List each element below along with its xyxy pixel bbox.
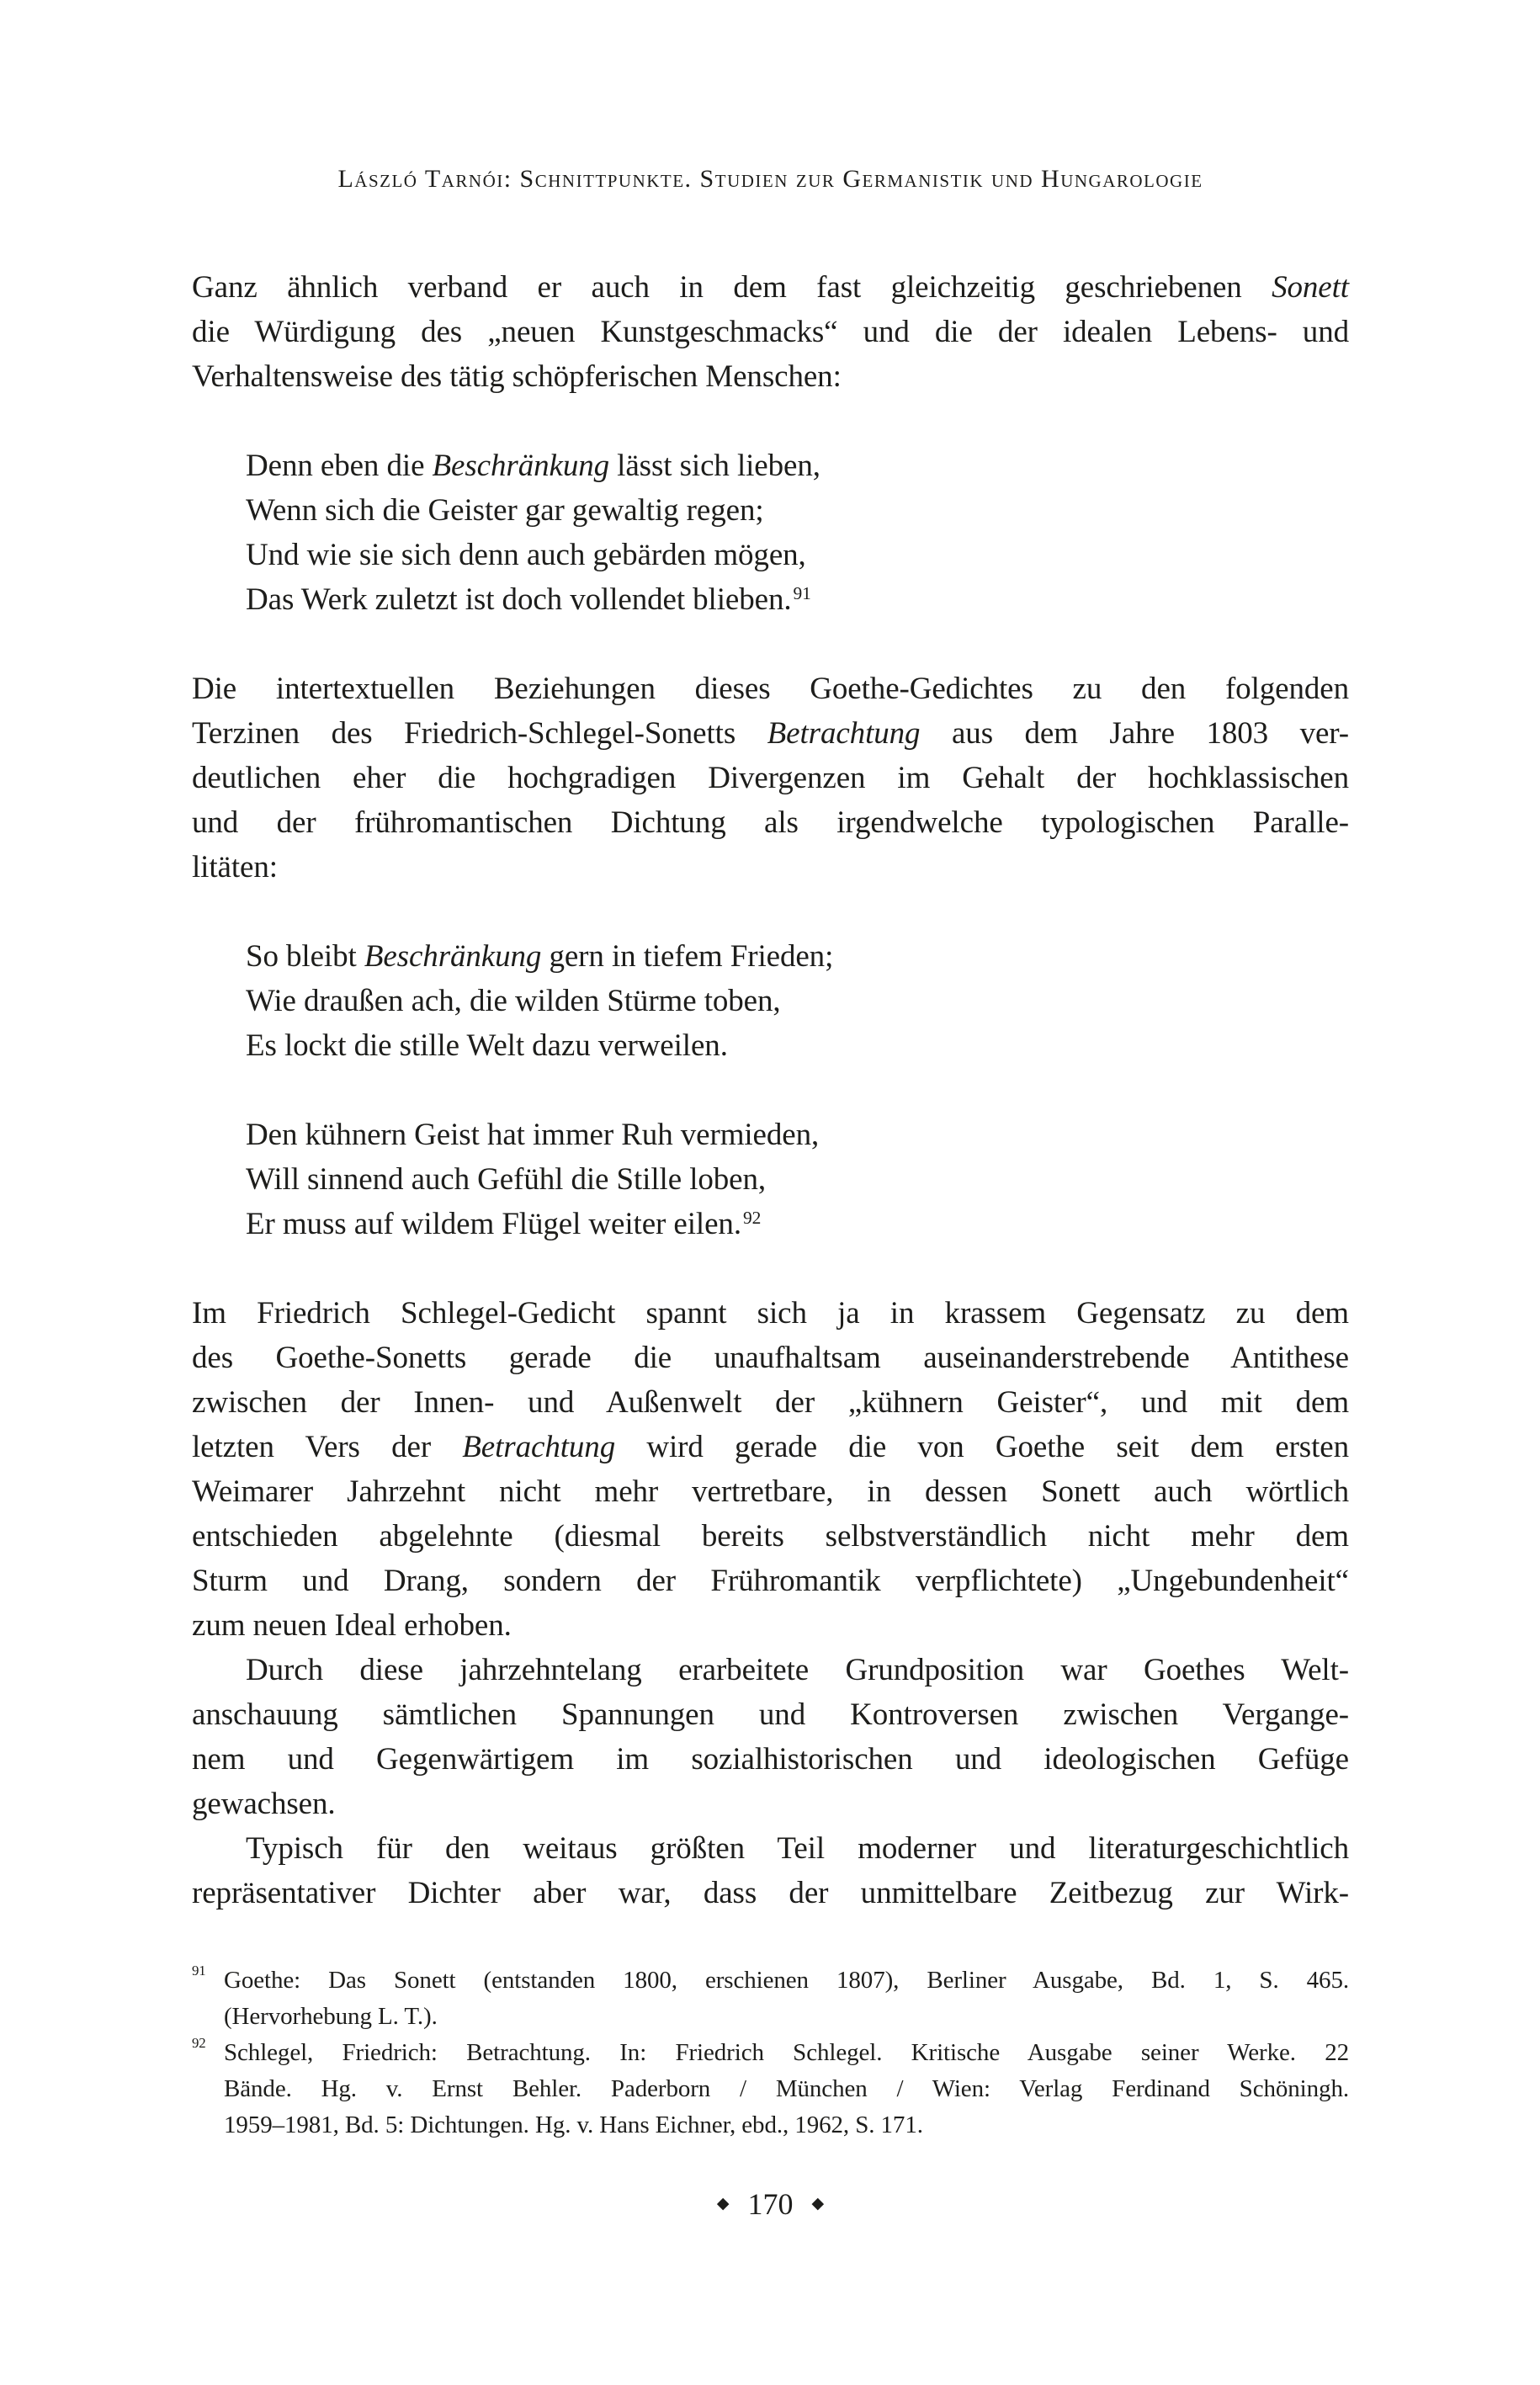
text-line: und der frühromantischen Dichtung als irgendwelche typologischen Paralle-	[192, 805, 1349, 840]
italic-text: Beschränkung	[432, 449, 610, 483]
diamond-ornament-left: ◆	[716, 2195, 730, 2212]
text-line: Im Friedrich Schlegel-Gedicht spannt sich ja in krassem Gegensatz zu dem	[192, 1296, 1349, 1331]
verse-line: Er muss auf wildem Flügel weiter eilen.$^{92}$	[246, 1207, 762, 1241]
text-line: Weimarer Jahrzehnt nicht mehr vertretbare, in dessen Sonett auch wörtlich	[192, 1474, 1349, 1509]
footnote-reference: 91	[793, 583, 811, 604]
verse-line: So bleibt Beschränkung gern in tiefem Frieden;	[246, 939, 834, 974]
text-line: anschauung sämtlichen Spannungen und Kontroversen zwischen Vergange-	[192, 1697, 1349, 1732]
text-line: Typisch für den weitaus größten Teil moderner und literaturgeschichtlich	[246, 1831, 1349, 1866]
body-paragraph	[192, 1291, 1349, 1648]
verse-line: Das Werk zuletzt ist doch vollendet blieben.$^{91}$	[246, 582, 811, 617]
running-header: László Tarnói: Schnittpunkte. Studien zur Germanistik und Hungarologie	[337, 165, 1203, 193]
text-line: entschieden abgelehnte (diesmal bereits selbstverständlich nicht mehr dem	[192, 1519, 1349, 1554]
footnote-line: (Hervorhebung L. T.).	[224, 2003, 438, 2030]
footnote-line: 1959–1981, Bd. 5: Dichtungen. Hg. v. Hans Eichner, ebd., 1962, S. 171.	[224, 2111, 923, 2138]
italic-text: Betrachtung	[462, 1430, 616, 1464]
verse-block	[246, 444, 1349, 622]
verse-line: Und wie sie sich denn auch gebärden mögen,	[246, 538, 806, 572]
text-line: Terzinen des Friedrich-Schlegel-Sonetts Betrachtung aus dem Jahre 1803 ver-	[192, 716, 1349, 751]
text-line: Verhaltensweise des tätig schöpferischen Menschen:	[192, 359, 842, 394]
italic-text: Sonett	[1272, 270, 1349, 305]
verse-line: Den kühnern Geist hat immer Ruh vermieden,	[246, 1118, 820, 1152]
text-line: Sturm und Drang, sondern der Frühromantik verpflichtete) „Ungebundenheit“	[192, 1564, 1349, 1598]
body-content	[192, 265, 1349, 1915]
verse-block	[246, 1113, 1349, 1246]
italic-text: Betrachtung	[767, 716, 921, 751]
verse-line: Es lockt die stille Welt dazu verweilen.	[246, 1028, 728, 1063]
text-line: Durch diese jahrzehntelang erarbeitete Grundposition war Goethes Welt-	[246, 1653, 1349, 1687]
text-line: repräsentativer Dichter aber war, dass der unmittelbare Zeitbezug zur Wirk-	[192, 1876, 1349, 1910]
text-line: des Goethe-Sonetts gerade die unaufhaltsam auseinanderstrebende Antithese	[192, 1341, 1349, 1375]
text-line: Ganz ähnlich verband er auch in dem fast gleichzeitig geschriebenen Sonett	[192, 270, 1349, 305]
footnote-line: Goethe: Das Sonett (entstanden 1800, erschienen 1807), Berliner Ausgabe, Bd. 1, S. 465.	[224, 1967, 1349, 1994]
text-line: nem und Gegenwärtigem im sozialhistorischen und ideologischen Gefüge	[192, 1742, 1349, 1777]
text-line: zwischen der Innen- und Außenwelt der „kühnern Geister“, und mit dem	[192, 1385, 1349, 1420]
body-paragraph	[192, 667, 1349, 890]
page-number	[192, 2187, 1349, 2227]
verse-line: Wie draußen ach, die wilden Stürme toben,	[246, 984, 781, 1018]
footnotes	[192, 1963, 1349, 2143]
body-paragraph	[192, 1826, 1349, 1915]
verse-line: Denn eben die Beschränkung lässt sich lieben,	[246, 449, 820, 483]
text-line: gewachsen.	[192, 1787, 336, 1821]
body-paragraph	[192, 265, 1349, 399]
footnote: 92 Schlegel, Friedrich: Betrachtung. In: Friedrich Schlegel. Kritische Ausgabe seiner Werke. 22 Bände. Hg. v. Ernst Behler. Paderborn / München / Wien: Verlag Ferdinand Schöningh. 1959–1981, Bd. 5: Dichtungen. Hg. v. Hans Eichner, ebd., 1962, S. 171.	[192, 2035, 1349, 2143]
text-line: letzten Vers der Betrachtung wird gerade die von Goethe seit dem ersten	[192, 1430, 1349, 1464]
verse-line: Wenn sich die Geister gar gewaltig regen;	[246, 493, 764, 528]
text-line: deutlichen eher die hochgradigen Divergenzen im Gehalt der hochklassischen	[192, 761, 1349, 795]
text-line: zum neuen Ideal erhoben.	[192, 1608, 512, 1643]
footnote-line: Schlegel, Friedrich: Betrachtung. In: Friedrich Schlegel. Kritische Ausgabe seiner Werke. 22	[224, 2039, 1349, 2066]
verse-line: Will sinnend auch Gefühl die Stille loben,	[246, 1162, 767, 1197]
footnote-line: Bände. Hg. v. Ernst Behler. Paderborn / München / Wien: Verlag Ferdinand Schöningh.	[224, 2075, 1349, 2102]
verse-block	[246, 934, 1349, 1068]
text-line: Die intertextuellen Beziehungen dieses Goethe-Gedichtes zu den folgenden	[192, 672, 1349, 706]
body-paragraph	[192, 1648, 1349, 1826]
italic-text: Beschränkung	[364, 939, 542, 974]
text-line: die Würdigung des „neuen Kunstgeschmacks“ und die der idealen Lebens- und	[192, 315, 1349, 349]
text-line: litäten:	[192, 850, 278, 884]
footnote: 91 Goethe: Das Sonett (entstanden 1800, erschienen 1807), Berliner Ausgabe, Bd. 1, S. 465. (Hervorhebung L. T.).	[192, 1963, 1349, 2035]
diamond-ornament-right: ◆	[811, 2195, 825, 2212]
page-number-text: 170	[747, 2187, 794, 2221]
footnote-reference: 92	[743, 1208, 762, 1229]
